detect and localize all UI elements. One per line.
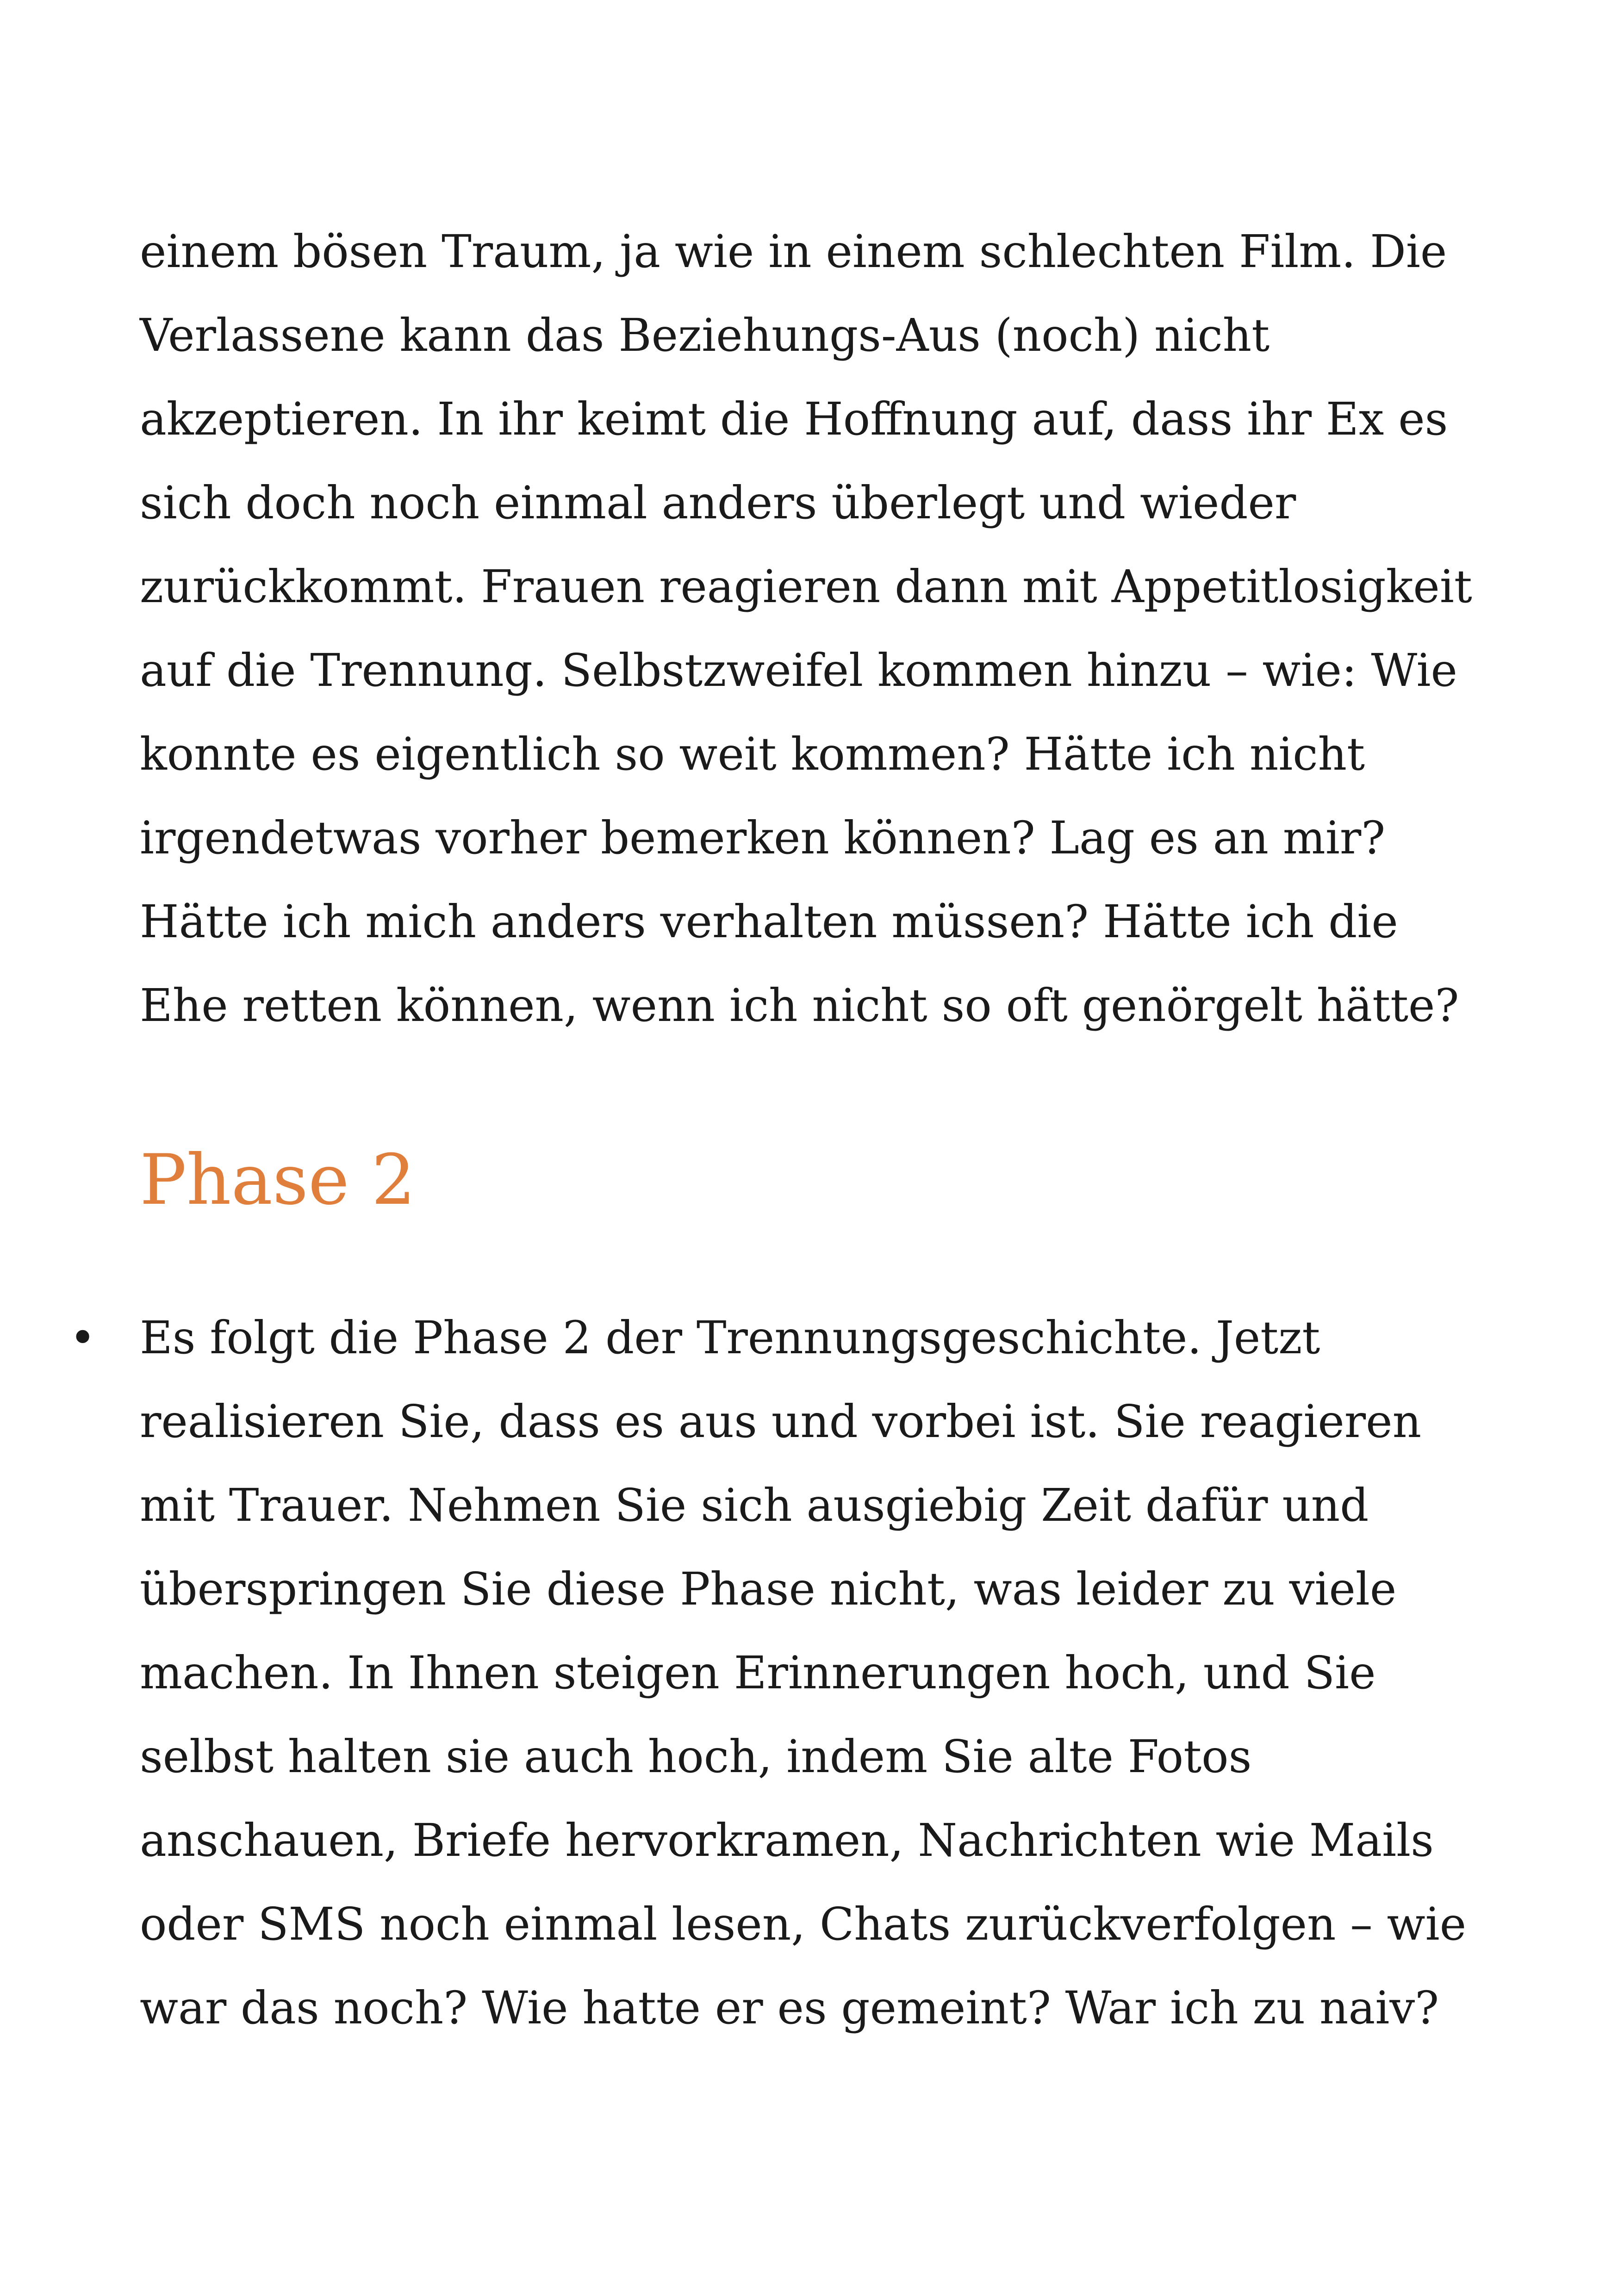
paragraph-line: zurückkommt. Frauen reagieren dann mit Appetitlosigkeit	[140, 560, 1472, 613]
list-item-line: oder SMS noch einmal lesen, Chats zurückverfolgen – wie	[140, 1898, 1467, 1950]
list-item-line: anschauen, Briefe hervorkramen, Nachrichten wie Mails	[140, 1814, 1434, 1867]
paragraph-line: irgendetwas vorher bemerken können? Lag es an mir?	[140, 812, 1386, 864]
paragraph-line: auf die Trennung. Selbstzweifel kommen hinzu – wie: Wie	[140, 644, 1457, 697]
list-item-line: Es folgt die Phase 2 der Trennungsgeschichte. Jetzt	[140, 1312, 1320, 1364]
paragraph-line: Verlassene kann das Beziehungs-Aus (noch) nicht	[140, 309, 1270, 361]
list-item-line: selbst halten sie auch hoch, indem Sie alte Fotos	[140, 1730, 1252, 1783]
list-item-line: mit Trauer. Nehmen Sie sich ausgiebig Zeit dafür und	[140, 1479, 1369, 1531]
list-item-line: überspringen Sie diese Phase nicht, was leider zu viele	[140, 1563, 1397, 1615]
paragraph-line: konnte es eigentlich so weit kommen? Hätte ich nicht	[140, 728, 1365, 780]
paragraph-line: einem bösen Traum, ja wie in einem schlechten Film. Die	[140, 225, 1447, 278]
list-item-line: realisieren Sie, dass es aus und vorbei ist. Sie reagieren	[140, 1395, 1422, 1448]
paragraph-line: Ehe retten können, wenn ich nicht so oft genörgelt hätte?	[140, 979, 1459, 1032]
list-item-line: war das noch? Wie hatte er es gemeint? War ich zu naiv?	[140, 1982, 1439, 2034]
paragraph-line: Hätte ich mich anders verhalten müssen? Hätte ich die	[140, 896, 1398, 948]
list-item-line: machen. In Ihnen steigen Erinnerungen hoch, und Sie	[140, 1647, 1376, 1699]
body-paragraph	[140, 210, 1510, 1047]
list-item	[140, 1296, 1510, 2050]
section-heading: Phase 2	[140, 1140, 416, 1220]
paragraph-line: sich doch noch einmal anders überlegt und wieder	[140, 477, 1296, 529]
paragraph-line: akzeptieren. In ihr keimt die Hoffnung auf, dass ihr Ex es	[140, 393, 1448, 445]
list-bullet: •	[69, 1312, 96, 1364]
